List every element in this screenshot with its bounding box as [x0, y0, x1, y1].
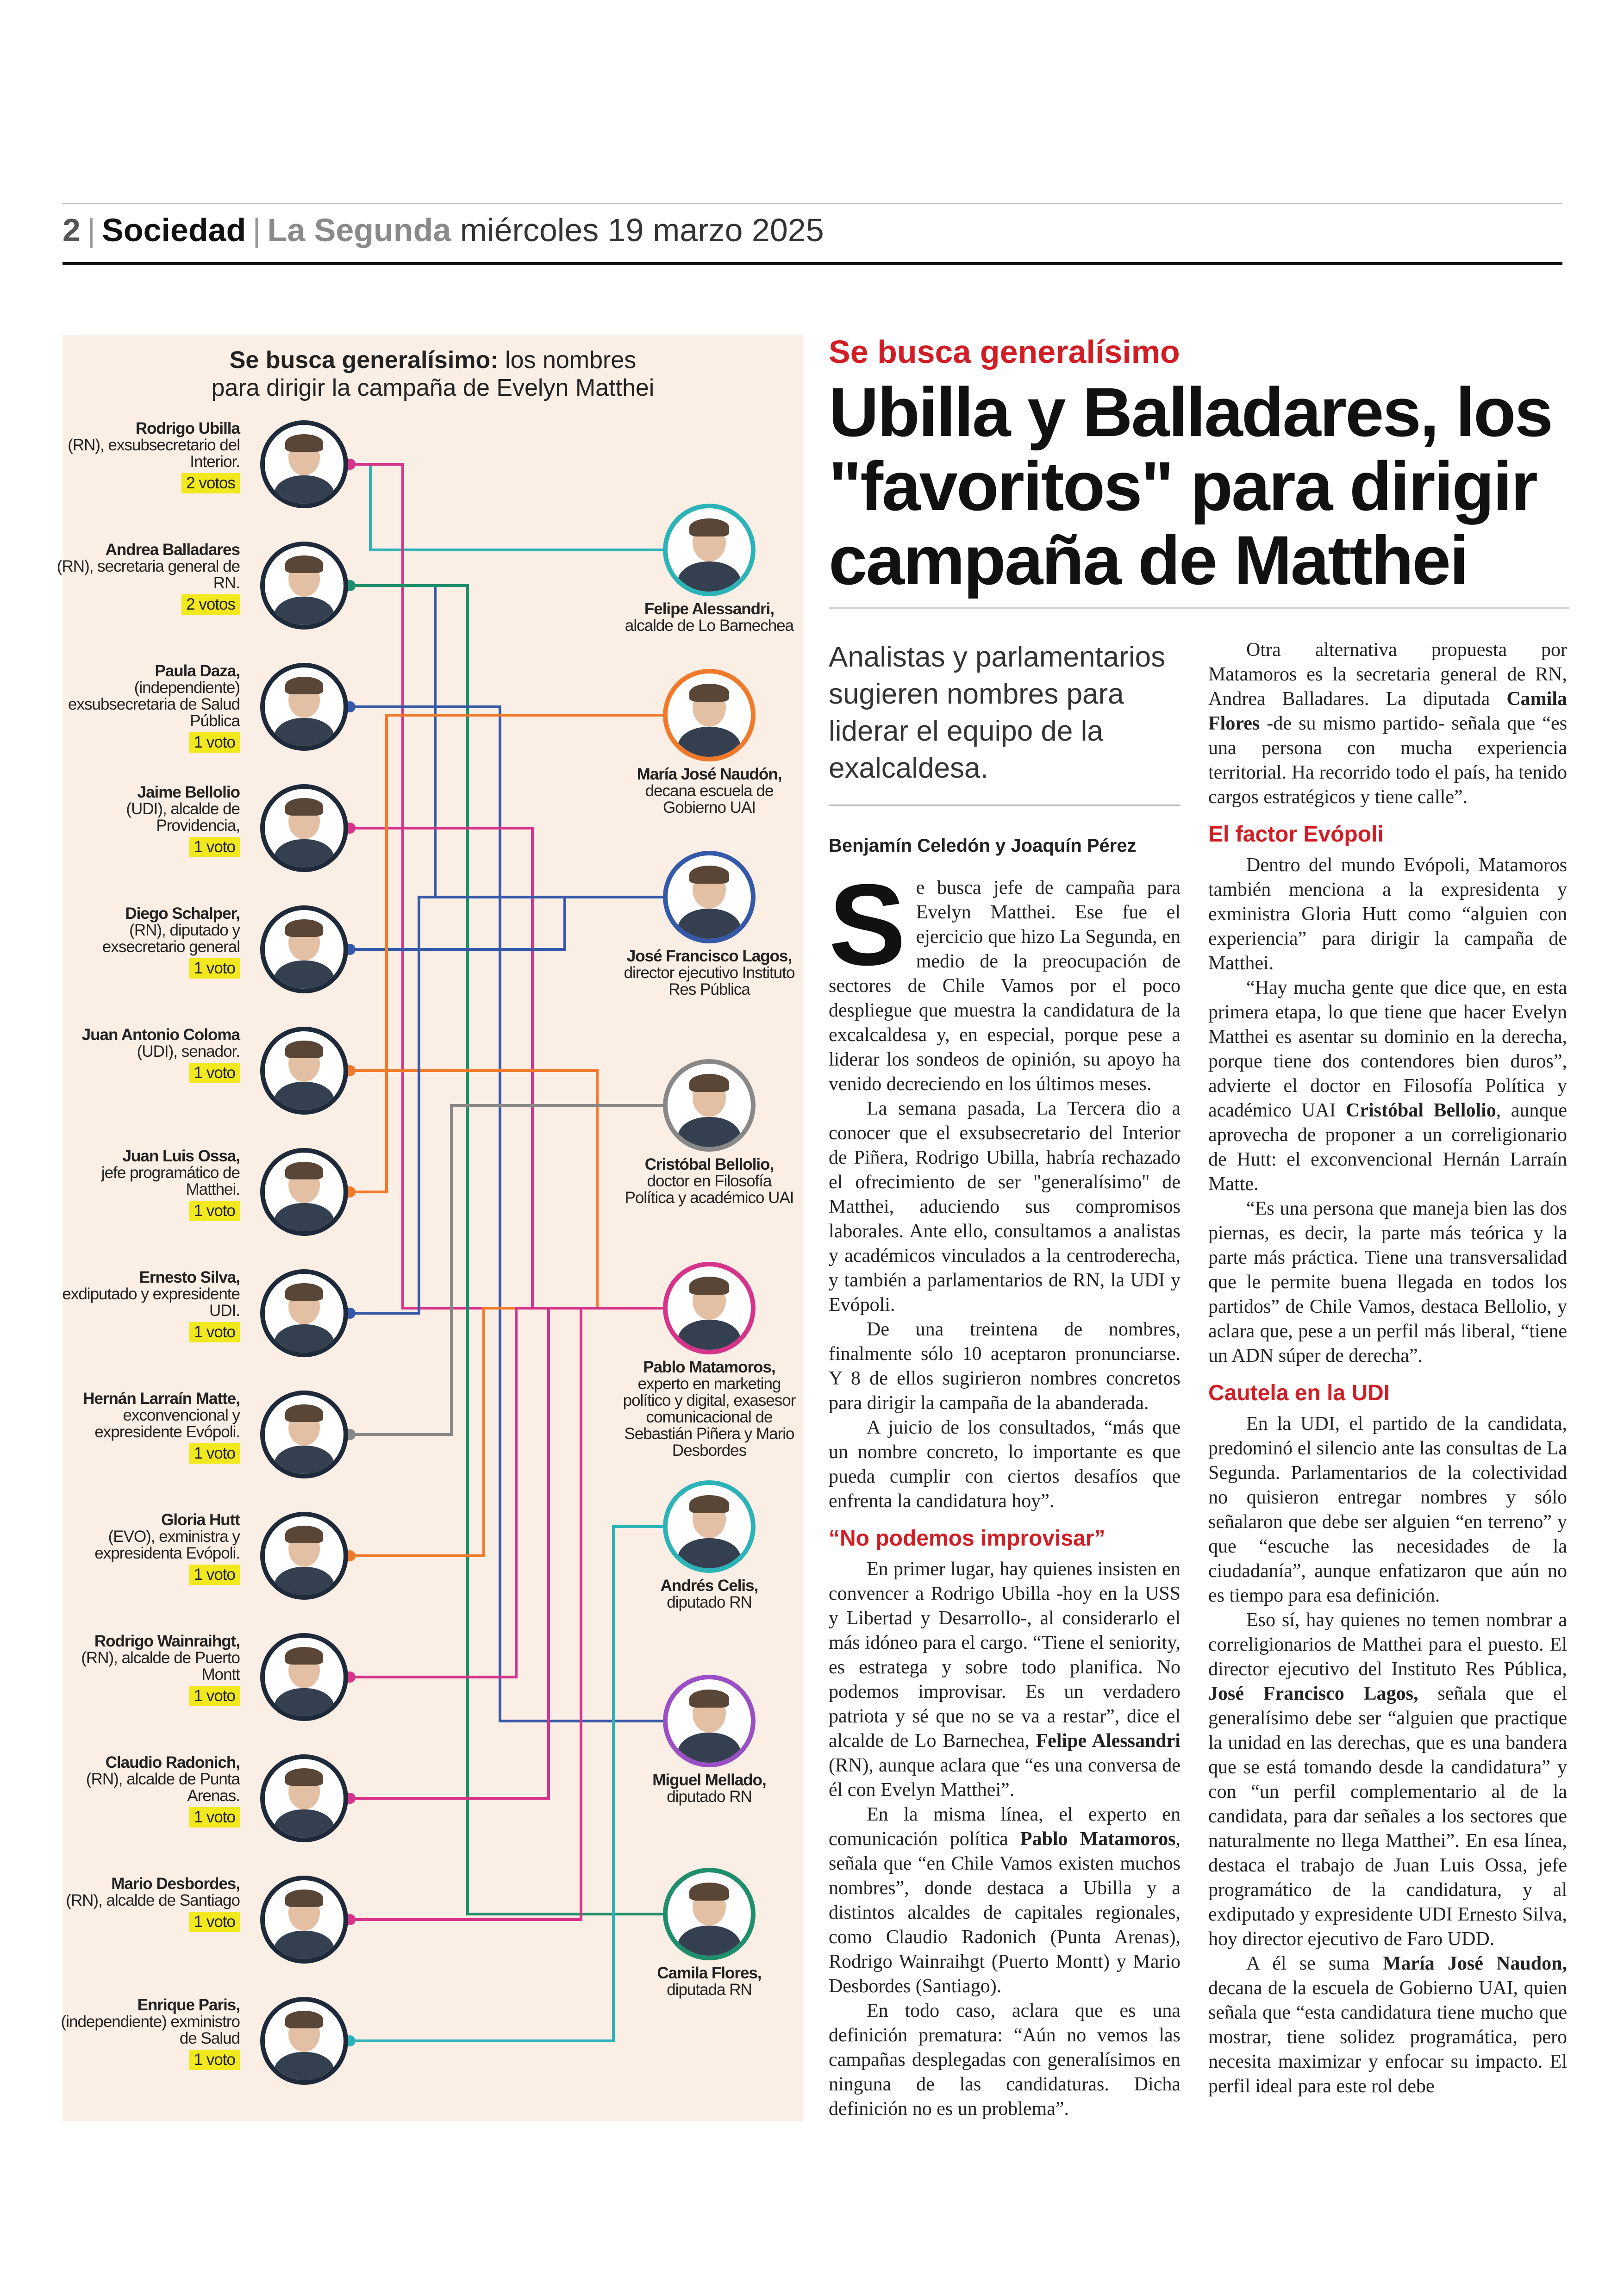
proposer-label	[55, 1512, 240, 1585]
proposer-avatar	[260, 663, 348, 751]
proposer-label	[55, 1027, 240, 1083]
portrait-hair	[689, 1690, 729, 1708]
proposer-name: Enrique Paris,	[137, 1996, 240, 2014]
connection-line	[348, 828, 663, 1308]
proposer-name: Paula Daza,	[155, 662, 240, 680]
paragraph	[1208, 1608, 1567, 1952]
page-number: 2	[62, 212, 81, 248]
proposer-desc: (UDI), senador.	[137, 1042, 240, 1060]
portrait-hair	[285, 1404, 323, 1422]
candidate-name: Cristóbal Bellolio,	[644, 1155, 774, 1173]
bold-name: María José Naudon,	[1382, 1953, 1567, 1974]
text-run: “Hay mucha gente que dice que, en esta primera etapa, lo que tiene que hacer Evelyn Matthei es asentar su dominio en la derecha, porque tiene dos contendores bien duros”, advierte el doctor en Filosofía Política y académico UAI	[1208, 977, 1567, 1121]
candidate-label	[621, 1965, 797, 1998]
portrait-body	[274, 597, 334, 630]
paragraph: “Es una persona que maneja bien las dos piernas, es decir, la parte más teórica y la parte más práctica. Tiene una transversalidad que le permite buena llegada en todos los partidos” de Chile Vamos, destaca Bellolio, y aclara que, pese a un perfil más liberal, “tiene un ADN súper de derecha”.	[1208, 1198, 1567, 1366]
proposer-avatar	[260, 1633, 348, 1721]
candidate-label	[621, 948, 797, 998]
candidate-avatar	[663, 1059, 756, 1152]
vote-badge: 1 voto	[189, 1063, 240, 1083]
candidate-desc: experto en marketing político y digital, exasesor comunicacional de Sebastián Piñera y Mario Desbordes	[623, 1375, 796, 1459]
portrait-hair	[689, 518, 729, 537]
portrait-body	[678, 1733, 741, 1767]
text-run: , aunque aprovecha de proponer a un correligionario de Hutt: el exconvencional Hernán Larraín Matte.	[1208, 1100, 1567, 1195]
candidate-name: Andrés Celis,	[660, 1577, 758, 1595]
candidate-desc: alcalde de Lo Barnechea	[625, 617, 794, 635]
paragraph	[829, 1557, 1181, 1802]
text-run: señala que el generalísimo debe ser “alguien que practique la unidad en las derechas, que es una bandera que se está tomando desde la candidatura” y con “un perfil complementario al de la candidata, para dar señales a los sectores que naturalmente no llega Matthei”. En esa línea, destaca el trabajo de Juan Luis Ossa, jefe programático de la candidatura, y al exdiputado y expresidente UDI Ernesto Silva, hoy director ejecutivo de Faro UDD.	[1208, 1683, 1568, 1950]
proposer-avatar	[260, 1876, 348, 1964]
connection-line	[348, 1308, 663, 1920]
proposer-name: Rodrigo Wainraihgt,	[94, 1632, 240, 1650]
proposer-avatar	[260, 1027, 348, 1115]
connection-line	[348, 586, 663, 1914]
proposer-name: Jaime Bellolio	[137, 783, 240, 801]
proposer-label	[55, 420, 240, 493]
portrait-hair	[689, 1074, 729, 1092]
infographic-title-bold: Se busca generalísimo:	[229, 347, 499, 374]
text-run: , señala que “en Chile Vamos existen muchos nombres”, donde destaca a Ubilla y a distintos alcaldes de capitales regionales, como Claudio Radonich (Punta Arenas), Rodrigo Wainraihgt (Puerto Montt) y Mario Desbordes (Santiago).	[829, 1828, 1181, 1997]
proposer-desc: (RN), alcalde de Punta Arenas.	[86, 1770, 240, 1805]
proposer-avatar	[260, 1148, 348, 1236]
portrait-hair	[689, 1883, 729, 1901]
proposer-desc: (UDI), alcalde de Providencia,	[126, 800, 240, 835]
deck-rule	[829, 804, 1181, 806]
portrait-body	[274, 839, 334, 872]
proposer-desc: (independiente) exsubsecretaria de Salud Pública	[68, 679, 240, 730]
article-column-1	[829, 860, 1181, 2121]
vote-badge: 1 voto	[189, 837, 240, 857]
text-run: Eso sí, hay quienes no temen nombrar a correligionarios de Matthei para el puesto. El director ejecutivo del Instituto Res Pública,	[1208, 1609, 1567, 1680]
paragraph	[1208, 638, 1567, 810]
proposer-avatar	[260, 1754, 348, 1842]
portrait-body	[274, 475, 334, 508]
portrait-hair	[285, 1647, 323, 1664]
header-separator: |	[252, 212, 261, 248]
text-run: Otra alternativa propuesta por Matamoros es la secretaria general de RN, Andrea Balladares. La diputada	[1208, 639, 1567, 710]
candidate-label	[621, 601, 797, 634]
bold-name: Camila Flores	[1208, 688, 1567, 734]
candidate-desc: diputada RN	[667, 1981, 752, 1999]
portrait-body	[274, 1688, 334, 1721]
paragraph: A juicio de los consultados, “más que un nombre concreto, lo importante es que pueda cumplir con ciertos desafíos que enfrenta la candidatura hoy”.	[829, 1417, 1181, 1512]
vote-badge: 1 voto	[189, 1686, 240, 1706]
vote-badge: 1 voto	[189, 1443, 240, 1464]
candidate-desc: diputado RN	[667, 1593, 752, 1611]
connection-line	[348, 1308, 663, 1677]
vote-badge: 1 voto	[189, 1912, 240, 1932]
vote-badge: 2 votos	[181, 594, 240, 615]
connection-line	[348, 897, 663, 949]
subheading: Cautela en la UDI	[1208, 1381, 1390, 1405]
connection-line	[348, 464, 663, 550]
article-headline: Ubilla y Balladares, los "favoritos" para dirigir campaña de Matthei	[829, 373, 1552, 599]
vote-badge: 1 voto	[189, 1565, 240, 1585]
text-run: A él se suma	[1246, 1953, 1383, 1974]
proposer-label	[55, 905, 240, 979]
candidate-label	[621, 766, 797, 816]
proposer-name: Claudio Radonich,	[105, 1753, 240, 1771]
portrait-hair	[285, 1768, 323, 1785]
paragraph	[829, 1802, 1181, 1999]
portrait-body	[274, 1446, 334, 1478]
headline-rule	[829, 607, 1569, 609]
proposer-name: Andrea Balladares	[105, 541, 240, 559]
portrait-body	[274, 1082, 334, 1115]
proposer-desc: (RN), secretaria general de RN.	[56, 557, 240, 592]
portrait-body	[274, 960, 334, 993]
header-separator: |	[87, 212, 96, 248]
connection-line	[348, 1308, 663, 1556]
proposer-name: Juan Luis Ossa,	[122, 1147, 240, 1165]
proposer-label	[55, 1997, 240, 2070]
portrait-hair	[285, 434, 323, 451]
connection-line	[348, 464, 663, 1308]
portrait-hair	[285, 1890, 323, 1907]
proposer-desc: exconvencional y expresidente Evópoli.	[94, 1406, 240, 1441]
portrait-hair	[689, 1495, 729, 1514]
connection-line	[348, 715, 663, 1192]
connection-line	[348, 1105, 663, 1434]
candidate-desc: diputado RN	[667, 1788, 752, 1806]
proposer-label	[55, 1148, 240, 1221]
portrait-hair	[285, 919, 323, 936]
vote-badge: 2 votos	[181, 473, 240, 493]
connection-line	[348, 707, 663, 1721]
proposer-label	[55, 1876, 240, 1932]
proposer-desc: (RN), alcalde de Puerto Montt	[81, 1649, 240, 1684]
article-kicker: Se busca generalísimo	[829, 334, 1180, 370]
proposer-desc: (EVO), exministra y expresidenta Evópoli.	[94, 1528, 240, 1562]
proposer-avatar	[260, 784, 348, 872]
proposer-desc: (independiente) exministro de Salud	[61, 2013, 240, 2047]
article-column-2	[1208, 638, 1567, 2099]
portrait-body	[274, 718, 334, 751]
issue-date: miércoles 19 marzo 2025	[460, 212, 824, 248]
paragraph: De una treintena de nombres, finalmente sólo 10 aceptaron pronunciarse. Y 8 de ellos sugirieron nombres concretos para dirigir la campaña de la abanderada.	[829, 1319, 1181, 1414]
proposer-label	[55, 784, 240, 857]
proposer-label	[55, 1633, 240, 1706]
connection-line	[348, 1308, 663, 1798]
text-run: En primer lugar, hay quienes insisten en convencer a Rodrigo Ubilla -hoy en la USS y Libertad y Desarrollo-, al considerarlo el más idóneo para el cargo. “Tiene el seniority, es estratega y sobre todo planifica. No podemos improvisar. Es un verdadero patriota y sé que no se va a restar”, dice el alcalde de Lo Barnechea,	[829, 1559, 1181, 1752]
article-deck: Analistas y parlamentarios sugieren nombres para liderar el equipo de la exalcaldesa.	[829, 641, 1166, 784]
candidate-desc: director ejecutivo Instituto Res Pública	[624, 964, 795, 998]
candidate-label	[621, 1772, 797, 1805]
portrait-hair	[689, 684, 729, 702]
portrait-hair	[689, 866, 729, 884]
portrait-body	[274, 1324, 334, 1357]
candidate-desc: decana escuela de Gobierno UAI	[645, 782, 774, 817]
proposer-name: Ernesto Silva,	[139, 1268, 240, 1286]
portrait-body	[678, 727, 741, 761]
bold-name: José Francisco Lagos,	[1208, 1683, 1418, 1704]
candidate-name: Miguel Mellado,	[652, 1771, 766, 1789]
paragraph: En todo caso, aclara que es una definición prematura: “Aún no vemos las campañas desplegadas con generalísimos en ninguna de las candidaturas. Dicha definición no es un problema”.	[829, 2000, 1181, 2120]
subheading: “No podemos improvisar”	[829, 1526, 1106, 1551]
proposer-avatar	[260, 1512, 348, 1600]
proposer-avatar	[260, 905, 348, 993]
paragraph: e busca jefe de campaña para Evelyn Matthei. Ese fue el ejercicio que hizo La Segunda, en medio de la preocupación de sectores de Chile Vamos por el poco despliegue que muestra la candidatura de la excalcaldesa y, en especial, porque pese a liderar los sondeos de opinión, su apoyo ha venido decreciendo en los últimos meses.	[829, 877, 1181, 1095]
proposer-avatar	[260, 542, 348, 630]
portrait-hair	[285, 1162, 323, 1179]
candidate-avatar	[663, 669, 756, 761]
vote-badge: 1 voto	[189, 1807, 240, 1827]
candidate-avatar	[663, 1262, 756, 1354]
vote-badge: 1 voto	[189, 732, 240, 753]
proposer-name: Hernán Larraín Matte,	[83, 1390, 240, 1408]
infographic-title-line2: para dirigir la campaña de Evelyn Matthei	[211, 374, 655, 401]
portrait-body	[678, 1320, 741, 1354]
proposer-desc: (RN), alcalde de Santiago	[66, 1891, 240, 1909]
connection-line	[348, 586, 663, 897]
proposer-avatar	[260, 1997, 348, 2085]
candidate-avatar	[663, 504, 756, 596]
portrait-body	[274, 1203, 334, 1236]
proposer-desc: (RN), exsubsecretario del Interior.	[68, 436, 240, 471]
article-byline: Benjamín Celedón y Joaquín Pérez	[829, 836, 1137, 856]
portrait-hair	[285, 798, 323, 815]
vote-badge: 1 voto	[189, 1322, 240, 1342]
candidate-name: Pablo Matamoros,	[643, 1358, 775, 1376]
proposer-name: Rodrigo Ubilla	[135, 419, 240, 437]
portrait-body	[274, 1809, 334, 1842]
candidate-label	[621, 1156, 797, 1206]
candidate-name: José Francisco Lagos,	[626, 947, 792, 965]
bold-name: Cristóbal Bellolio	[1346, 1100, 1496, 1121]
paragraph	[1208, 1952, 1567, 2099]
proposer-label	[55, 1269, 240, 1342]
portrait-body	[678, 1538, 741, 1573]
publication-name: La Segunda	[267, 212, 451, 248]
text-run: (RN), aunque aclara que “es una conversa de él con Evelyn Matthei”.	[829, 1755, 1181, 1801]
portrait-body	[678, 909, 741, 943]
candidate-desc: doctor en Filosofía Política y académico UAI	[625, 1172, 794, 1207]
proposer-name: Diego Schalper,	[125, 904, 240, 923]
candidate-name: María José Naudón,	[637, 765, 782, 783]
candidate-name: Felipe Alessandri,	[644, 600, 775, 618]
candidate-label	[621, 1578, 797, 1611]
proposer-name: Juan Antonio Coloma	[81, 1026, 240, 1044]
vote-badge: 1 voto	[189, 2050, 240, 2070]
candidate-avatar	[663, 1675, 756, 1767]
portrait-hair	[285, 555, 323, 573]
portrait-body	[274, 1567, 334, 1600]
portrait-body	[678, 1926, 741, 1960]
portrait-body	[678, 1117, 741, 1152]
text-run: En la misma línea, el experto en comunicación política	[829, 1804, 1181, 1850]
proposer-avatar	[260, 420, 348, 508]
proposer-name: Gloria Hutt	[161, 1511, 240, 1529]
portrait-hair	[285, 1526, 323, 1543]
portrait-body	[274, 1931, 334, 1964]
portrait-hair	[285, 1041, 323, 1058]
portrait-hair	[285, 1283, 323, 1300]
proposer-desc: jefe programático de Matthei.	[101, 1164, 240, 1198]
proposer-avatar	[260, 1391, 348, 1478]
proposer-label	[55, 1391, 240, 1464]
vote-badge: 1 voto	[189, 958, 240, 979]
vote-badge: 1 voto	[189, 1201, 240, 1221]
candidate-name: Camila Flores,	[657, 1964, 762, 1982]
text-run: -de su mismo partido- señala que “es una persona con mucha experiencia territorial. Ha recorrido todo el país, ha tenido cargos estratégicos y tiene calle”.	[1208, 713, 1567, 808]
subheading: El factor Evópoli	[1208, 822, 1384, 847]
portrait-body	[678, 561, 741, 596]
candidate-label	[621, 1359, 797, 1459]
bold-name: Felipe Alessandri	[1036, 1730, 1181, 1752]
text-run: decana de la escuela de Gobierno UAI, quien señala que “esta candidatura tiene mucho que mostrar, tiene solidez programática, pero necesita maximizar y enfocar su impacto. El perfil ideal para este rol debe	[1208, 1977, 1567, 2097]
portrait-hair	[689, 1277, 729, 1295]
portrait-hair	[285, 2011, 323, 2028]
paragraph: La semana pasada, La Tercera dio a conocer que el exsubsecretario del Interior de Piñera, Rodrigo Ubilla, habría rechazado el ofrecimiento de ser "generalísimo" de Matthei, aduciendo sus compromisos laborales. Ante ello, consultamos a analistas y académicos vinculados a la centroderecha, y también a parlamentarios de RN, la UDI y Evópoli.	[829, 1098, 1181, 1316]
paragraph: Dentro del mundo Evópoli, Matamoros también menciona a la expresidenta y exministra Gloria Hutt como “alguien con experiencia” para dirigir la campaña de Matthei.	[1208, 854, 1567, 974]
infographic-title-rest: los nombres	[498, 347, 637, 374]
proposer-avatar	[260, 1269, 348, 1357]
proposer-label	[55, 1754, 240, 1827]
proposer-name: Mario Desbordes,	[111, 1875, 240, 1893]
proposer-label	[55, 542, 240, 615]
bold-name: Pablo Matamoros	[1020, 1828, 1176, 1850]
proposer-desc: exdiputado y expresidente UDI.	[62, 1285, 240, 1320]
portrait-hair	[285, 677, 323, 694]
paragraph: En la UDI, el partido de la candidata, predominó el silencio ante las consultas de La Segunda. Parlamentarios de la colectividad no quisieron entregar nombres y sólo señalaron que debe ser alguien “en terreno” y que “escuche las necesidades de la ciudadanía”, aunque enfatizaron que aún no es tiempo para esa definición.	[1208, 1413, 1567, 1606]
section-name: Sociedad	[102, 212, 246, 248]
paragraph	[1208, 976, 1567, 1197]
drop-cap: S	[829, 860, 906, 989]
proposer-desc: (RN), diputado y exsecretario general	[102, 921, 240, 956]
candidate-avatar	[663, 1480, 756, 1573]
connection-line	[348, 1527, 663, 2041]
portrait-body	[274, 2052, 334, 2085]
candidate-avatar	[663, 851, 756, 943]
proposer-label	[55, 663, 240, 753]
candidate-avatar	[663, 1868, 756, 1960]
